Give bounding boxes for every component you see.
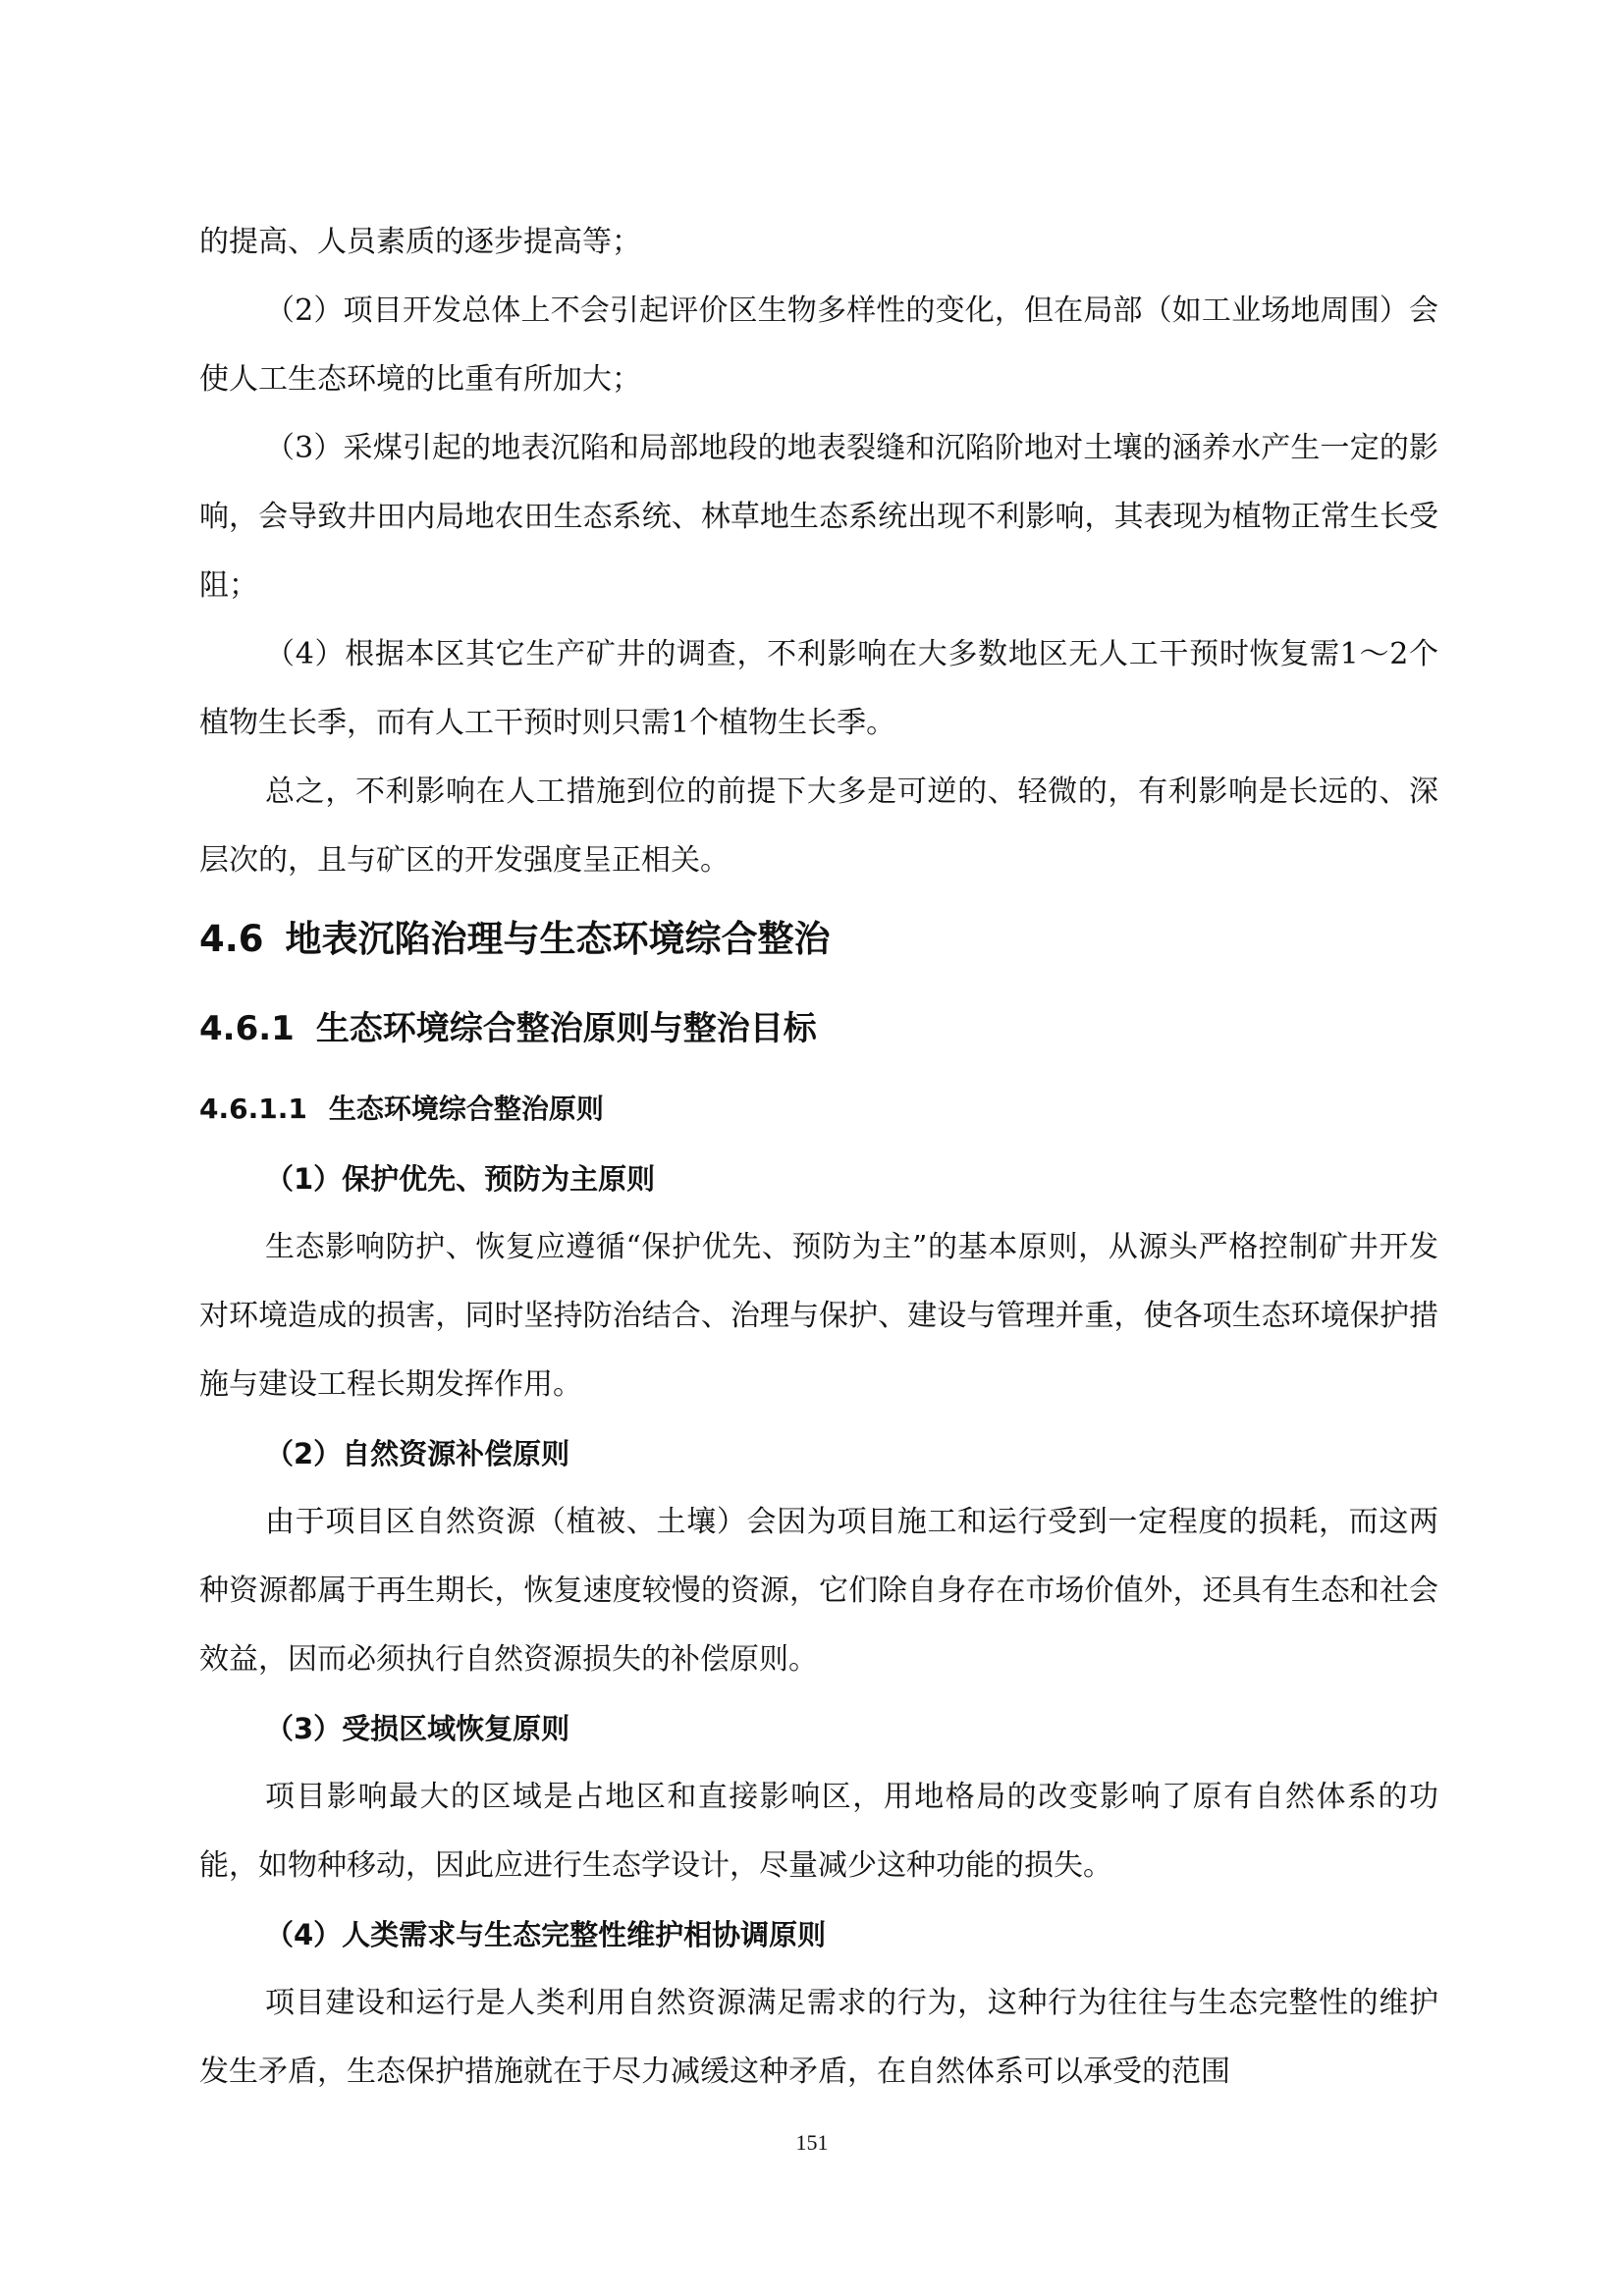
principle-heading: （1）保护优先、预防为主原则 <box>265 1162 656 1196</box>
principle-text: 由于项目区自然资源（植被、土壤）会因为项目施工和运行受到一定程度的损耗，而这两种资源都属于再生期长，恢复速度较慢的资源，它们除自身存在市场价值外，还具有生态和社会效益，因而必须执行自然资源损失的补偿原则。 <box>199 1505 1438 1677</box>
subsubsection-title: 生态环境综合整治原则 <box>328 1093 604 1125</box>
principle-heading: （3）受损区域恢复原则 <box>265 1712 570 1745</box>
subsection-number: 4.6.1 <box>199 1009 295 1048</box>
body-paragraph: 总之，不利影响在人工措施到位的前提下大多是可逆的、轻微的，有利影响是长远的、深层次的，且与矿区的开发强度呈正相关。 <box>199 774 1438 878</box>
page-content <box>199 208 1438 2107</box>
subsubsection-number: 4.6.1.1 <box>199 1093 307 1125</box>
principle-heading: （2）自然资源补偿原则 <box>265 1437 570 1470</box>
section-number: 4.6 <box>199 918 264 960</box>
body-paragraph: （4）根据本区其它生产矿井的调查，不利影响在大多数地区无人工干预时恢复需1～2个植物生长季，而有人工干预时则只需1个植物生长季。 <box>199 637 1438 740</box>
principle-text: 生态影响防护、恢复应遵循“保护优先、预防为主”的基本原则，从源头严格控制矿井开发对环境造成的损害，同时坚持防治结合、治理与保护、建设与管理并重，使各项生态环境保护措施与建设工程长期发挥作用。 <box>199 1230 1438 1402</box>
page-number: 151 <box>795 2130 829 2155</box>
section-title: 地表沉陷治理与生态环境综合整治 <box>285 918 831 960</box>
subsection-heading <box>199 984 1438 1074</box>
subsubsection-heading <box>199 1074 1438 1145</box>
principle-heading: （4）人类需求与生态完整性维护相协调原则 <box>265 1918 827 1951</box>
subsection-title: 生态环境综合整治原则与整治目标 <box>315 1009 817 1048</box>
principle-text: 项目影响最大的区域是占地区和直接影响区，用地格局的改变影响了原有自然体系的功能，如物种移动，因此应进行生态学设计，尽量减少这种功能的损失。 <box>199 1780 1438 1883</box>
section-heading <box>199 895 1438 984</box>
body-paragraph: （2）项目开发总体上不会引起评价区生物多样性的变化，但在局部（如工业场地周围）会使人工生态环境的比重有所加大； <box>199 294 1438 397</box>
body-paragraph: 的提高、人员素质的逐步提高等； <box>199 225 641 259</box>
principle-text: 项目建设和运行是人类利用自然资源满足需求的行为，这种行为往往与生态完整性的维护发生矛盾，生态保护措施就在于尽力减缓这种矛盾，在自然体系可以承受的范围 <box>199 1986 1438 2089</box>
body-paragraph: （3）采煤引起的地表沉陷和局部地段的地表裂缝和沉陷阶地对土壤的涵养水产生一定的影响，会导致井田内局地农田生态系统、林草地生态系统出现不利影响，其表现为植物正常生长受阻； <box>199 431 1438 603</box>
